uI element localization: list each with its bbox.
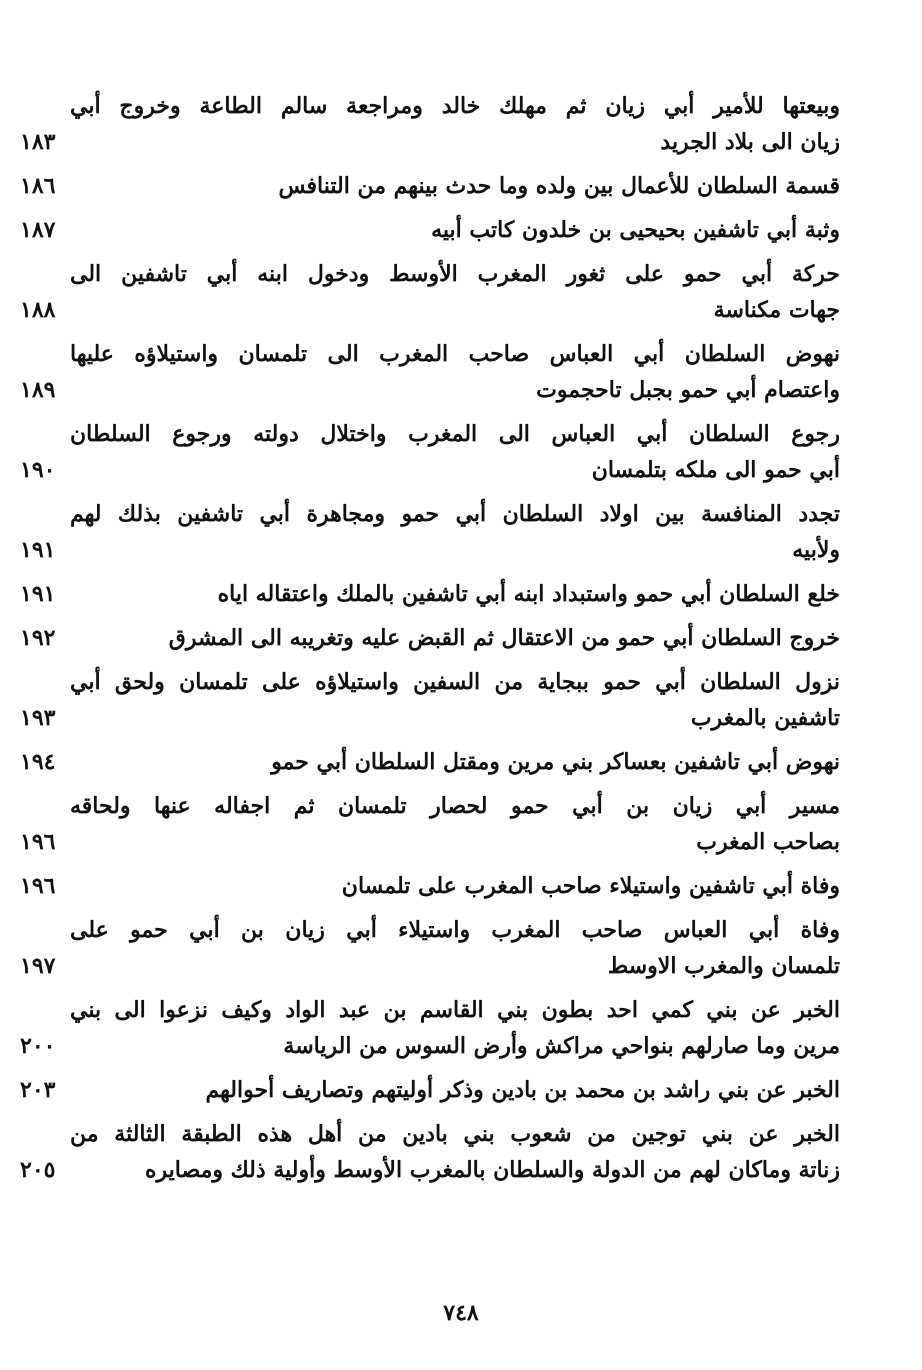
- toc-entry-line: [20, 620, 840, 656]
- toc-entry-line: [70, 256, 840, 292]
- toc-entry-line: [70, 336, 840, 372]
- toc-entry: [20, 576, 840, 612]
- toc-entry-line: [20, 1152, 840, 1188]
- toc-page-number: ١٩١: [20, 581, 56, 607]
- toc-page-number: ٢٠٥: [20, 1157, 56, 1183]
- toc-entry-title: تاشفين بالمغرب: [690, 705, 840, 731]
- toc-entry: [20, 664, 840, 736]
- toc-entry-title: بصاحب المغرب: [696, 829, 840, 855]
- toc-entry: [20, 336, 840, 408]
- toc-entry: [20, 1072, 840, 1108]
- toc-entry: [20, 416, 840, 488]
- toc-entry-title: مرين وما صارلهم بنواحي مراكش وأرض السوس من الرياسة: [283, 1033, 840, 1059]
- toc-entry-line: [20, 532, 840, 568]
- toc-entry: [20, 168, 840, 204]
- toc-page-number: ١٩٧: [20, 953, 56, 979]
- toc-entry-line: [20, 452, 840, 488]
- page-folio-number: ٧٤٨: [443, 1300, 479, 1326]
- toc-entry: [20, 496, 840, 568]
- toc-entry-title: ولأبيه: [792, 537, 840, 563]
- toc-entry-line: [70, 912, 840, 948]
- toc-entry-line: [20, 292, 840, 328]
- toc-entry-title: الخبر عن بني توجين من شعوب بني بادين من أهل هذه الطبقة الثالثة من: [70, 1121, 840, 1147]
- toc-entry: [20, 1116, 840, 1188]
- toc-page-number: ٢٠٠: [20, 1033, 56, 1059]
- toc-entry-line: [20, 868, 840, 904]
- toc-entry-title: جهات مكناسة: [713, 297, 840, 323]
- toc-entry-title: خروج السلطان أبي حمو من الاعتقال ثم القبض عليه وتغريبه الى المشرق: [168, 625, 840, 651]
- toc-page-number: ١٨٨: [20, 297, 56, 323]
- toc-page-number: ١٩٣: [20, 705, 56, 731]
- toc-entry: [20, 912, 840, 984]
- toc-entry-line: [20, 576, 840, 612]
- toc-entry-line: [20, 372, 840, 408]
- toc-entry-title: الخبر عن بني راشد بن محمد بن بادين وذكر أوليتهم وتصاريف أحوالهم: [205, 1077, 840, 1103]
- toc-page-number: ١٨٣: [20, 129, 56, 155]
- toc-page-number: ١٨٦: [20, 173, 56, 199]
- toc-entry: [20, 620, 840, 656]
- toc-entry-title: الخبر عن بني كمي احد بطون بني القاسم بن عبد الواد وكيف نزعوا الى بني: [70, 997, 840, 1023]
- toc-page-number: ١٩٠: [20, 457, 56, 483]
- toc-entry-line: [70, 788, 840, 824]
- toc-page-number: ١٩٤: [20, 749, 56, 775]
- toc-entry-line: [70, 88, 840, 124]
- toc-entry-line: [20, 1028, 840, 1064]
- toc-entry: [20, 992, 840, 1064]
- toc-entry-line: [20, 212, 840, 248]
- toc-entry-title: نزول السلطان أبي حمو ببجاية من السفين واستيلاؤه على تلمسان ولحق أبي: [70, 669, 840, 695]
- toc-entry-title: تجدد المنافسة بين اولاد السلطان أبي حمو ومجاهرة أبي تاشفين بذلك لهم: [70, 501, 840, 527]
- toc-entry: [20, 256, 840, 328]
- toc-page-number: ١٨٧: [20, 217, 56, 243]
- toc-entry: [20, 744, 840, 780]
- toc-entry: [20, 868, 840, 904]
- toc-entry-title: قسمة السلطان للأعمال بين ولده وما حدث بينهم من التنافس: [278, 173, 840, 199]
- toc-entry-title: نهوض أبي تاشفين بعساكر بني مرين ومقتل السلطان أبي حمو: [271, 749, 840, 775]
- toc-entry-title: نهوض السلطان أبي العباس صاحب المغرب الى تلمسان واستيلاؤه عليها: [70, 341, 840, 367]
- toc-entry-line: [20, 744, 840, 780]
- toc-entry-line: [70, 496, 840, 532]
- toc-entry-title: حركة أبي حمو على ثغور المغرب الأوسط ودخول ابنه أبي تاشفين الى: [70, 261, 840, 287]
- toc-page-number: ١٨٩: [20, 377, 56, 403]
- toc-entry-title: تلمسان والمغرب الاوسط: [607, 953, 840, 979]
- toc-entry-title: وفاة أبي تاشفين واستيلاء صاحب المغرب على تلمسان: [341, 873, 840, 899]
- toc-entry-line: [20, 168, 840, 204]
- toc-page-number: ٢٠٣: [20, 1077, 56, 1103]
- toc-entry-title: خلع السلطان أبي حمو واستبداد ابنه أبي تاشفين بالملك واعتقاله اياه: [217, 581, 840, 607]
- toc-entry-title: واعتصام أبي حمو بجبل تاحجموت: [536, 377, 840, 403]
- toc-entry: [20, 212, 840, 248]
- toc-entry-line: [20, 124, 840, 160]
- toc-entry-title: وبيعتها للأمير أبي زيان ثم مهلك خالد ومراجعة سالم الطاعة وخروج أبي: [70, 93, 840, 119]
- table-of-contents: [20, 88, 840, 1196]
- toc-entry-title: وفاة أبي العباس صاحب المغرب واستيلاء أبي زيان بن أبي حمو على: [70, 917, 840, 943]
- toc-entry: [20, 788, 840, 860]
- toc-entry-title: زناتة وماكان لهم من الدولة والسلطان بالمغرب الأوسط وأولية ذلك ومصايره: [145, 1157, 840, 1183]
- toc-entry-line: [70, 664, 840, 700]
- toc-entry-line: [70, 416, 840, 452]
- toc-entry-title: أبي حمو الى ملكه بتلمسان: [591, 457, 840, 483]
- toc-entry-line: [20, 700, 840, 736]
- toc-entry-line: [20, 824, 840, 860]
- toc-entry: [20, 88, 840, 160]
- toc-page-number: ١٩٦: [20, 829, 56, 855]
- toc-entry-line: [20, 948, 840, 984]
- toc-entry-title: زيان الى بلاد الجريد: [660, 129, 840, 155]
- toc-entry-line: [70, 1116, 840, 1152]
- toc-entry-line: [70, 992, 840, 1028]
- toc-page-number: ١٩١: [20, 537, 56, 563]
- toc-entry-title: مسير أبي زيان بن أبي حمو لحصار تلمسان ثم اجفاله عنها ولحاقه: [70, 793, 840, 819]
- toc-page-number: ١٩٦: [20, 873, 56, 899]
- toc-entry-title: رجوع السلطان أبي العباس الى المغرب واختلال دولته ورجوع السلطان: [70, 421, 840, 447]
- toc-page-number: ١٩٢: [20, 625, 56, 651]
- toc-entry-title: وثبة أبي تاشفين بحيحيى بن خلدون كاتب أبيه: [431, 217, 840, 243]
- toc-entry-line: [20, 1072, 840, 1108]
